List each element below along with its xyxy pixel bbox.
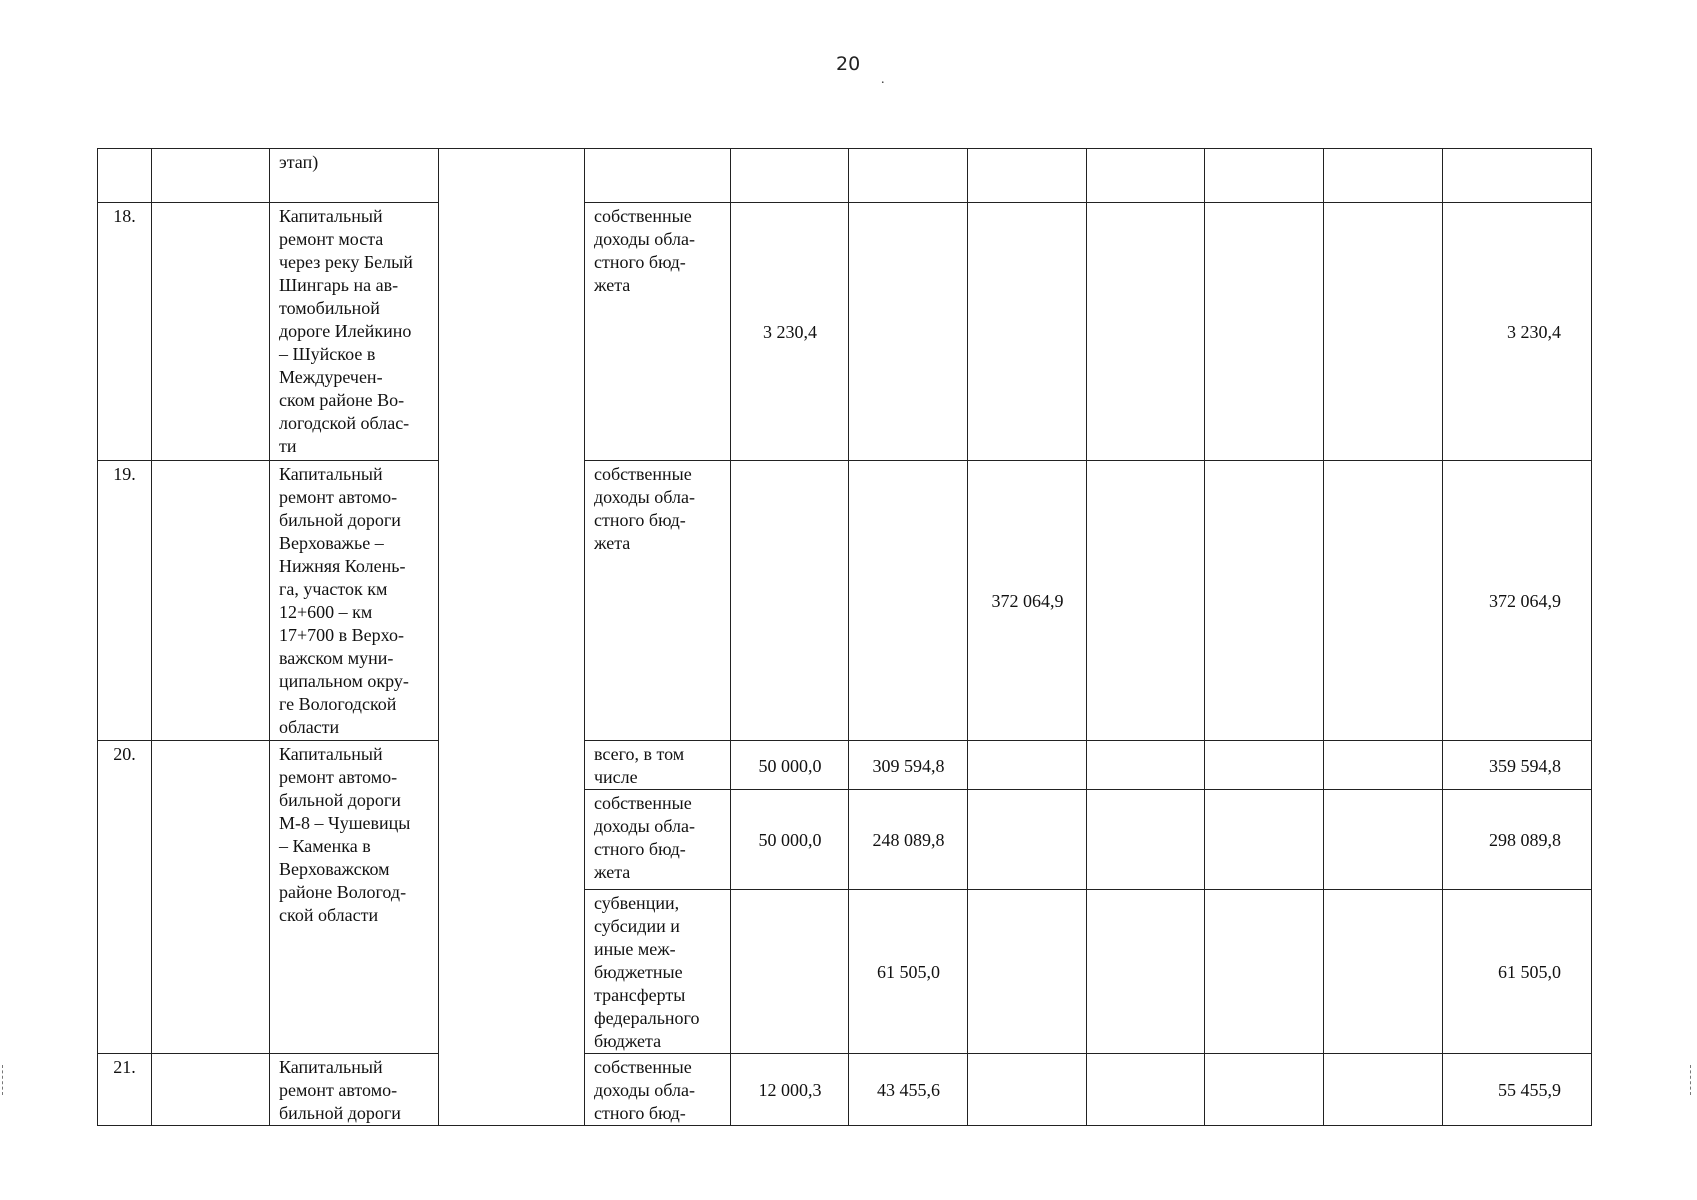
value-cell: [849, 149, 968, 203]
merged-empty-cell: [439, 149, 585, 1126]
page-dot: .: [881, 72, 885, 87]
value-cell: [968, 1054, 1087, 1126]
value-cell: 372 064,9: [968, 461, 1087, 741]
value-cell: [1324, 741, 1443, 790]
table-row: [98, 203, 1592, 461]
table-row: [98, 461, 1592, 741]
row-number-cell: 20.: [98, 741, 152, 1054]
value-cell: [968, 890, 1087, 1054]
value-cell: [849, 203, 968, 461]
value-cell: [1205, 461, 1324, 741]
value-cell: 50 000,0: [731, 741, 849, 790]
value-cell: [731, 461, 849, 741]
funding-source-cell: собственные доходы обла- стного бюд-: [585, 1054, 731, 1126]
value-cell: [1324, 790, 1443, 890]
funding-source-cell: [585, 149, 731, 203]
value-cell: [731, 149, 849, 203]
funding-source-cell: субвенции, субсидии и иные меж- бюджетные трансферты федерального бюджета: [585, 890, 731, 1054]
value-cell: 61 505,0: [849, 890, 968, 1054]
value-cell: [1324, 203, 1443, 461]
value-cell: [1087, 149, 1205, 203]
table-row: [98, 1054, 1592, 1126]
page-number: 20: [836, 53, 861, 75]
budget-table: [97, 148, 1592, 1126]
empty-cell: [152, 461, 270, 741]
object-name-cell: Капитальный ремонт моста через реку Белый Шингарь на ав- томобильной дороге Илейкино – Шуйское в Междуречен- ском районе Во- логодской облас- ти: [270, 203, 439, 461]
object-name-cell: Капитальный ремонт автомо- бильной дороги Верховажье – Нижняя Колень- га, участок км 12+600 – км 17+700 в Верхо- важском муни- ципальном окру- ге Вологодской области: [270, 461, 439, 741]
value-cell: [1324, 461, 1443, 741]
table-row: [98, 741, 1592, 790]
value-cell: [968, 790, 1087, 890]
value-cell: [1324, 1054, 1443, 1126]
value-cell: [1205, 203, 1324, 461]
value-cell: [968, 741, 1087, 790]
row-number-cell: 18.: [98, 203, 152, 461]
value-cell: [1324, 149, 1443, 203]
value-cell: 3 230,4: [731, 203, 849, 461]
total-cell: 359 594,8: [1443, 741, 1592, 790]
value-cell: [1087, 1054, 1205, 1126]
value-cell: [1205, 741, 1324, 790]
value-cell: [1205, 1054, 1324, 1126]
object-name-cell: Капитальный ремонт автомо- бильной дороги М-8 – Чушевицы – Каменка в Верховажском районе Вологод- ской области: [270, 741, 439, 1054]
value-cell: [731, 890, 849, 1054]
value-cell: 309 594,8: [849, 741, 968, 790]
left-scan-mark: [2, 1065, 9, 1095]
funding-source-cell: собственные доходы обла- стного бюд- жета: [585, 461, 731, 741]
value-cell: [1087, 741, 1205, 790]
value-cell: [968, 203, 1087, 461]
empty-cell: [152, 203, 270, 461]
funding-source-cell: всего, в том числе: [585, 741, 731, 790]
total-cell: 3 230,4: [1443, 203, 1592, 461]
object-name-cell: Капитальный ремонт автомо- бильной дороги: [270, 1054, 439, 1126]
total-cell: 372 064,9: [1443, 461, 1592, 741]
funding-source-cell: собственные доходы обла- стного бюд- жета: [585, 203, 731, 461]
total-cell: [1443, 149, 1592, 203]
value-cell: 43 455,6: [849, 1054, 968, 1126]
total-cell: 55 455,9: [1443, 1054, 1592, 1126]
value-cell: [1205, 890, 1324, 1054]
value-cell: [1205, 149, 1324, 203]
funding-source-cell: собственные доходы обла- стного бюд- жета: [585, 790, 731, 890]
value-cell: [1087, 890, 1205, 1054]
value-cell: [1205, 790, 1324, 890]
value-cell: [1087, 790, 1205, 890]
value-cell: [968, 149, 1087, 203]
value-cell: [1324, 890, 1443, 1054]
total-cell: 298 089,8: [1443, 790, 1592, 890]
right-scan-mark: [1690, 1065, 1697, 1095]
empty-cell: [152, 741, 270, 1054]
row-number-cell: 19.: [98, 461, 152, 741]
empty-cell: [152, 1054, 270, 1126]
value-cell: [849, 461, 968, 741]
table-row: [98, 149, 1592, 203]
empty-cell: [152, 149, 270, 203]
total-cell: 61 505,0: [1443, 890, 1592, 1054]
row-number-cell: 21.: [98, 1054, 152, 1126]
row-number-cell: [98, 149, 152, 203]
value-cell: 50 000,0: [731, 790, 849, 890]
object-name-cell: этап): [270, 149, 439, 203]
value-cell: [1087, 203, 1205, 461]
value-cell: 248 089,8: [849, 790, 968, 890]
value-cell: [1087, 461, 1205, 741]
value-cell: 12 000,3: [731, 1054, 849, 1126]
